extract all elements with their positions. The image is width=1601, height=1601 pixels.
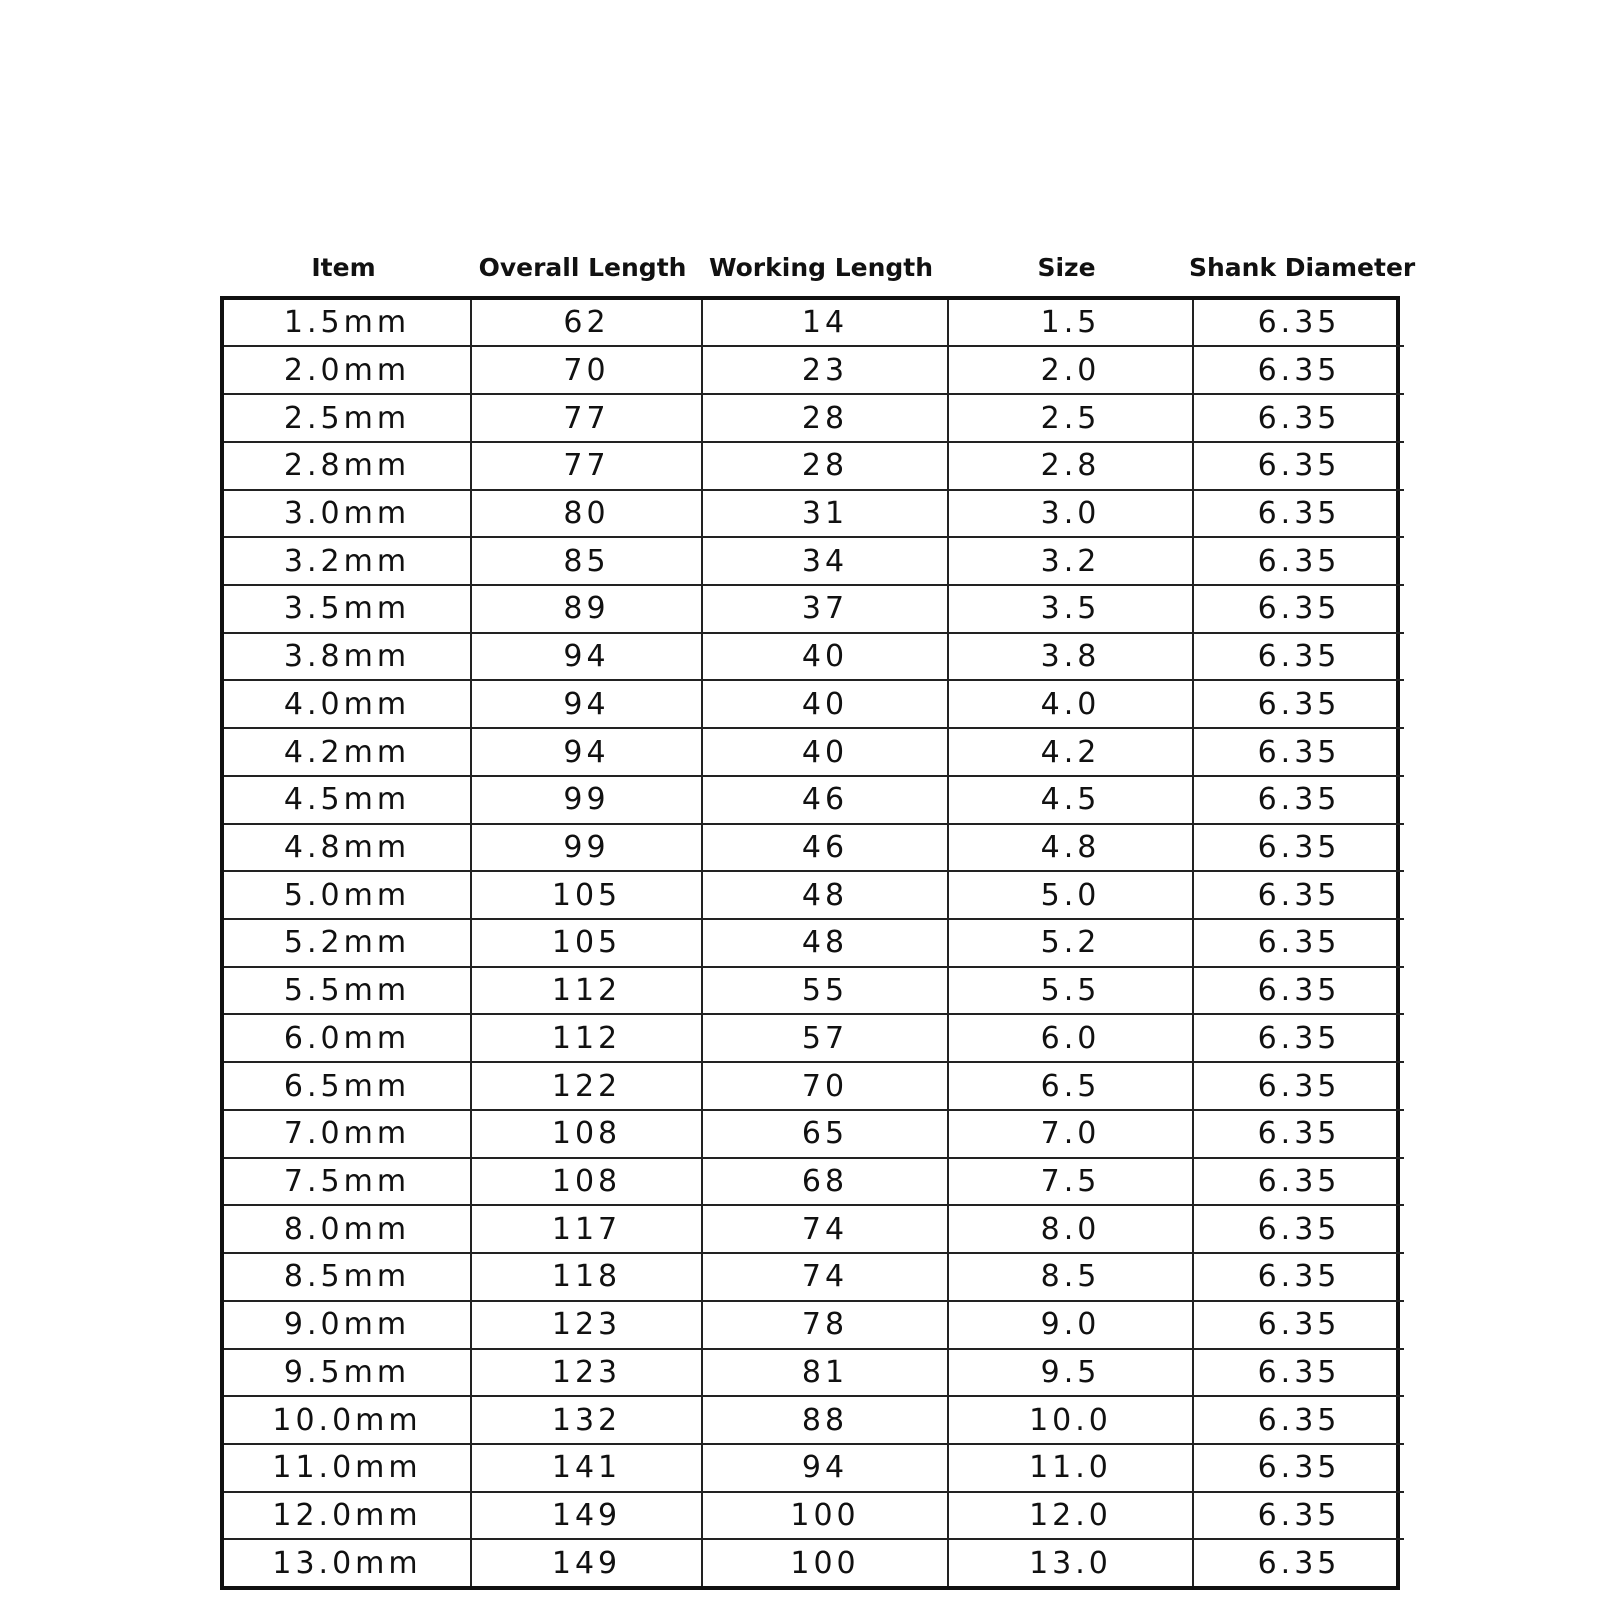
shank-diameter-cell: 6.35 bbox=[1193, 537, 1404, 585]
size-cell: 1.5 bbox=[948, 300, 1193, 346]
working-length-cell: 100 bbox=[702, 1492, 948, 1540]
working-length-cell: 78 bbox=[702, 1301, 948, 1349]
working-length-cell: 46 bbox=[702, 776, 948, 824]
overall-length-cell: 70 bbox=[471, 346, 702, 394]
item-cell: 4.2mm bbox=[224, 728, 471, 776]
size-cell: 3.2 bbox=[948, 537, 1193, 585]
table-row bbox=[224, 633, 1404, 681]
item-cell: 12.0mm bbox=[224, 1492, 471, 1540]
table-row bbox=[224, 1014, 1404, 1062]
table-row bbox=[224, 824, 1404, 872]
shank-diameter-cell: 6.35 bbox=[1193, 1205, 1404, 1253]
size-cell: 13.0 bbox=[948, 1539, 1193, 1586]
shank-diameter-cell: 6.35 bbox=[1193, 1492, 1404, 1540]
item-cell: 8.5mm bbox=[224, 1253, 471, 1301]
overall-length-cell: 141 bbox=[471, 1444, 702, 1492]
item-cell: 2.8mm bbox=[224, 442, 471, 490]
size-cell: 5.2 bbox=[948, 919, 1193, 967]
overall-length-cell: 62 bbox=[471, 300, 702, 346]
item-cell: 4.8mm bbox=[224, 824, 471, 872]
item-cell: 13.0mm bbox=[224, 1539, 471, 1586]
shank-diameter-cell: 6.35 bbox=[1193, 442, 1404, 490]
working-length-cell: 31 bbox=[702, 490, 948, 538]
item-cell: 4.0mm bbox=[224, 680, 471, 728]
item-cell: 6.5mm bbox=[224, 1062, 471, 1110]
size-cell: 7.0 bbox=[948, 1110, 1193, 1158]
table-row bbox=[224, 300, 1404, 346]
overall-length-cell: 77 bbox=[471, 442, 702, 490]
item-cell: 1.5mm bbox=[224, 300, 471, 346]
working-length-cell: 48 bbox=[702, 871, 948, 919]
size-cell: 8.0 bbox=[948, 1205, 1193, 1253]
overall-length-cell: 85 bbox=[471, 537, 702, 585]
size-cell: 2.5 bbox=[948, 394, 1193, 442]
working-length-cell: 81 bbox=[702, 1349, 948, 1397]
size-cell: 5.0 bbox=[948, 871, 1193, 919]
size-cell: 3.8 bbox=[948, 633, 1193, 681]
item-cell: 9.0mm bbox=[224, 1301, 471, 1349]
table-row bbox=[224, 537, 1404, 585]
overall-length-cell: 132 bbox=[471, 1396, 702, 1444]
shank-diameter-cell: 6.35 bbox=[1193, 300, 1404, 346]
shank-diameter-cell: 6.35 bbox=[1193, 871, 1404, 919]
table-row bbox=[224, 490, 1404, 538]
table-row bbox=[224, 728, 1404, 776]
working-length-cell: 46 bbox=[702, 824, 948, 872]
shank-diameter-cell: 6.35 bbox=[1193, 1014, 1404, 1062]
overall-length-cell: 123 bbox=[471, 1301, 702, 1349]
overall-length-cell: 105 bbox=[471, 919, 702, 967]
table-row bbox=[224, 1539, 1404, 1586]
table-row bbox=[224, 1205, 1404, 1253]
working-length-cell: 37 bbox=[702, 585, 948, 633]
shank-diameter-cell: 6.35 bbox=[1193, 1301, 1404, 1349]
item-cell: 9.5mm bbox=[224, 1349, 471, 1397]
shank-diameter-cell: 6.35 bbox=[1257, 1545, 1341, 1581]
shank-diameter-cell: 6.35 bbox=[1193, 394, 1404, 442]
working-length-cell: 14 bbox=[702, 300, 948, 346]
item-cell: 3.0mm bbox=[224, 490, 471, 538]
size-cell: 6.5 bbox=[948, 1062, 1193, 1110]
table-row bbox=[224, 680, 1404, 728]
working-length-cell: 57 bbox=[702, 1014, 948, 1062]
size-cell: 4.8 bbox=[948, 824, 1193, 872]
overall-length-cell: 149 bbox=[471, 1492, 702, 1540]
size-cell: 7.5 bbox=[948, 1158, 1193, 1206]
table-row bbox=[224, 1253, 1404, 1301]
shank-diameter-cell: 6.35 bbox=[1193, 967, 1404, 1015]
shank-diameter-cell: 6.35 bbox=[1193, 1253, 1404, 1301]
table-row bbox=[224, 1062, 1404, 1110]
overall-length-cell: 112 bbox=[471, 1014, 702, 1062]
header-item: Item bbox=[311, 253, 376, 282]
spec-table-frame bbox=[220, 296, 1400, 1590]
item-cell: 6.0mm bbox=[224, 1014, 471, 1062]
spec-table-body bbox=[224, 300, 1404, 1586]
table-row bbox=[224, 967, 1404, 1015]
working-length-cell: 28 bbox=[702, 394, 948, 442]
working-length-cell: 68 bbox=[702, 1158, 948, 1206]
size-cell: 9.5 bbox=[948, 1349, 1193, 1397]
size-cell: 4.2 bbox=[948, 728, 1193, 776]
table-row bbox=[224, 776, 1404, 824]
size-cell: 4.0 bbox=[948, 680, 1193, 728]
working-length-cell: 48 bbox=[702, 919, 948, 967]
table-row bbox=[224, 346, 1404, 394]
working-length-cell: 55 bbox=[702, 967, 948, 1015]
working-length-cell: 70 bbox=[702, 1062, 948, 1110]
item-cell: 7.5mm bbox=[224, 1158, 471, 1206]
item-cell: 3.2mm bbox=[224, 537, 471, 585]
size-cell: 3.5 bbox=[948, 585, 1193, 633]
working-length-cell: 100 bbox=[702, 1539, 948, 1586]
table-row bbox=[224, 1110, 1404, 1158]
item-cell: 4.5mm bbox=[224, 776, 471, 824]
overall-length-cell: 99 bbox=[471, 776, 702, 824]
size-cell: 3.0 bbox=[948, 490, 1193, 538]
size-cell: 12.0 bbox=[948, 1492, 1193, 1540]
header-size: Size bbox=[1037, 253, 1096, 282]
size-cell: 5.5 bbox=[948, 967, 1193, 1015]
overall-length-cell: 112 bbox=[471, 967, 702, 1015]
item-cell: 2.0mm bbox=[224, 346, 471, 394]
item-cell: 11.0mm bbox=[224, 1444, 471, 1492]
table-row bbox=[224, 1301, 1404, 1349]
item-cell: 3.5mm bbox=[224, 585, 471, 633]
table-row bbox=[224, 919, 1404, 967]
item-cell: 3.8mm bbox=[224, 633, 471, 681]
overall-length-cell: 122 bbox=[471, 1062, 702, 1110]
size-cell: 6.0 bbox=[948, 1014, 1193, 1062]
table-row bbox=[224, 442, 1404, 490]
table-row bbox=[224, 871, 1404, 919]
working-length-cell: 94 bbox=[702, 1444, 948, 1492]
item-cell: 8.0mm bbox=[224, 1205, 471, 1253]
working-length-cell: 28 bbox=[702, 442, 948, 490]
shank-diameter-cell: 6.35 bbox=[1193, 919, 1404, 967]
table-row bbox=[224, 1492, 1404, 1540]
overall-length-cell: 80 bbox=[471, 490, 702, 538]
working-length-cell: 34 bbox=[702, 537, 948, 585]
size-cell: 11.0 bbox=[948, 1444, 1193, 1492]
working-length-cell: 74 bbox=[702, 1253, 948, 1301]
working-length-cell: 74 bbox=[702, 1205, 948, 1253]
overall-length-cell: 94 bbox=[471, 633, 702, 681]
size-cell: 2.8 bbox=[948, 442, 1193, 490]
overall-length-cell: 99 bbox=[471, 824, 702, 872]
item-cell: 2.5mm bbox=[224, 394, 471, 442]
overall-length-cell: 117 bbox=[471, 1205, 702, 1253]
item-cell: 7.0mm bbox=[224, 1110, 471, 1158]
spec-table bbox=[224, 300, 1404, 1586]
shank-diameter-cell: 6.35 bbox=[1193, 585, 1404, 633]
shank-diameter-cell: 6.35 bbox=[1193, 490, 1404, 538]
shank-diameter-cell: 6.35 bbox=[1193, 1062, 1404, 1110]
shank-diameter-cell: 6.35 bbox=[1193, 680, 1404, 728]
table-row bbox=[224, 585, 1404, 633]
overall-length-cell: 123 bbox=[471, 1349, 702, 1397]
working-length-cell: 40 bbox=[702, 728, 948, 776]
item-cell: 5.0mm bbox=[224, 871, 471, 919]
item-cell: 10.0mm bbox=[224, 1396, 471, 1444]
table-row bbox=[224, 394, 1404, 442]
overall-length-cell: 118 bbox=[471, 1253, 702, 1301]
working-length-cell: 40 bbox=[702, 680, 948, 728]
overall-length-cell: 108 bbox=[471, 1110, 702, 1158]
shank-diameter-cell: 6.35 bbox=[1193, 1158, 1404, 1206]
shank-diameter-cell: 6.35 bbox=[1193, 728, 1404, 776]
size-cell: 8.5 bbox=[948, 1253, 1193, 1301]
table-row bbox=[224, 1349, 1404, 1397]
shank-diameter-cell: 6.35 bbox=[1193, 1444, 1404, 1492]
working-length-cell: 40 bbox=[702, 633, 948, 681]
table-row bbox=[224, 1158, 1404, 1206]
size-cell: 2.0 bbox=[948, 346, 1193, 394]
shank-diameter-cell: 6.35 bbox=[1193, 776, 1404, 824]
overall-length-cell: 94 bbox=[471, 728, 702, 776]
header-overall-length: Overall Length bbox=[478, 253, 687, 282]
shank-diameter-cell: 6.35 bbox=[1193, 633, 1404, 681]
shank-diameter-cell: 6.35 bbox=[1193, 1349, 1404, 1397]
header-working-length: Working Length bbox=[708, 253, 934, 282]
overall-length-cell: 105 bbox=[471, 871, 702, 919]
overall-length-cell: 108 bbox=[471, 1158, 702, 1206]
size-cell: 10.0 bbox=[948, 1396, 1193, 1444]
shank-diameter-cell: 6.35 bbox=[1193, 824, 1404, 872]
table-row bbox=[224, 1396, 1404, 1444]
working-length-cell: 88 bbox=[702, 1396, 948, 1444]
overall-length-cell: 149 bbox=[471, 1539, 702, 1586]
item-cell: 5.2mm bbox=[224, 919, 471, 967]
working-length-cell: 23 bbox=[702, 346, 948, 394]
shank-diameter-cell: 6.35 bbox=[1193, 346, 1404, 394]
shank-diameter-cell: 6.35 bbox=[1193, 1110, 1404, 1158]
overall-length-cell: 94 bbox=[471, 680, 702, 728]
table-header-row bbox=[220, 240, 1416, 296]
shank-diameter-cell: 6.35 bbox=[1193, 1396, 1404, 1444]
size-cell: 4.5 bbox=[948, 776, 1193, 824]
working-length-cell: 65 bbox=[702, 1110, 948, 1158]
item-cell: 5.5mm bbox=[224, 967, 471, 1015]
table-row bbox=[224, 1444, 1404, 1492]
size-cell: 9.0 bbox=[948, 1301, 1193, 1349]
overall-length-cell: 89 bbox=[471, 585, 702, 633]
overall-length-cell: 77 bbox=[471, 394, 702, 442]
header-shank-diameter: Shank Diameter bbox=[1189, 253, 1416, 282]
